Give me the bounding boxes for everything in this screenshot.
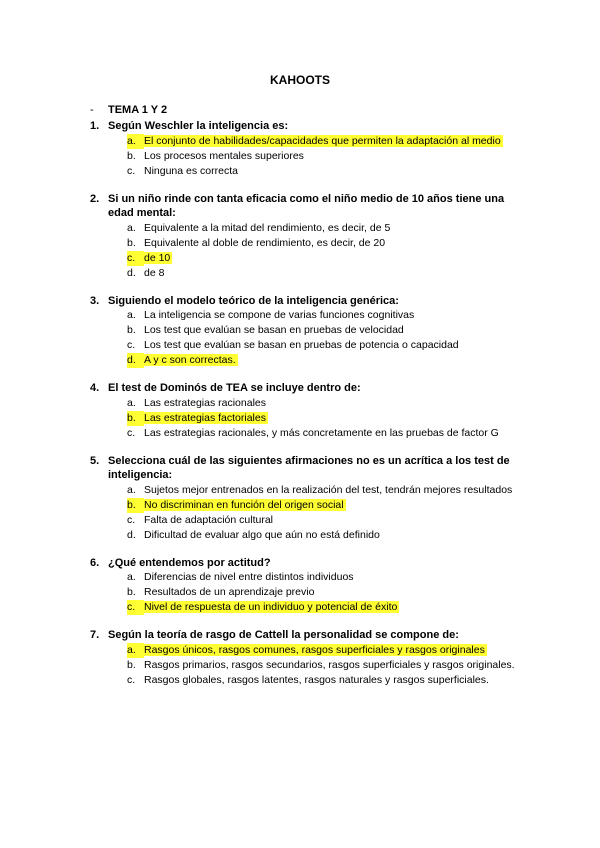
option-text-wrap — [144, 600, 530, 615]
question-text: Si un niño rinde con tanta eficacia como el niño medio de 10 años tiene una edad mental: — [108, 192, 505, 219]
option-text-wrap — [144, 164, 530, 179]
option-letter: d. — [127, 528, 136, 541]
option-text: de 8 — [144, 266, 165, 279]
option-text-wrap — [144, 411, 530, 426]
option-text: Nivel de respuesta de un individuo y potencial de éxito — [144, 601, 398, 613]
answer-option-correct — [127, 134, 530, 149]
option-text: Rasgos globales, rasgos latentes, rasgos naturales y rasgos superficiales. — [144, 673, 489, 686]
option-text: Los test que evalúan se basan en pruebas de potencia o capacidad — [144, 339, 459, 351]
answer-option — [127, 426, 530, 441]
option-text-wrap — [144, 353, 530, 368]
option-text: Las estrategias racionales, y más concretamente en las pruebas de factor G — [144, 426, 499, 439]
option-text-wrap — [144, 149, 530, 164]
question-number: 6. — [90, 556, 100, 569]
option-text: Ninguna es correcta — [144, 164, 238, 177]
question-heading — [90, 628, 530, 643]
option-text: Diferencias de nivel entre distintos individuos — [144, 571, 354, 583]
option-letter: c. — [127, 426, 136, 439]
question-text: Selecciona cuál de las siguientes afirmaciones no es un acrítica a los test de inteligencia: — [108, 454, 510, 481]
option-text: El conjunto de habilidades/capacidades que permiten la adaptación al medio — [144, 134, 501, 147]
question-number: 3. — [90, 294, 100, 307]
answer-options — [127, 308, 530, 368]
option-text: Las estrategias factoriales — [144, 411, 266, 424]
answer-option — [127, 221, 530, 236]
option-text-wrap — [144, 483, 530, 498]
answer-option-correct — [127, 411, 530, 426]
question-number: 2. — [90, 192, 100, 205]
option-text: Las estrategias racionales — [144, 396, 266, 409]
option-text: Resultados de un aprendizaje previo — [144, 586, 315, 598]
option-text: No discriminan en función del origen social — [144, 498, 344, 511]
answer-options — [127, 570, 530, 615]
option-letter: c. — [127, 673, 136, 686]
answer-option — [127, 308, 530, 323]
answer-option — [127, 570, 530, 585]
option-letter: b. — [127, 658, 136, 671]
option-text: Sujetos mejor entrenados en la realización del test, tendrán mejores resultados — [144, 483, 513, 496]
question-1 — [90, 119, 530, 179]
question-2 — [90, 192, 530, 281]
question-6 — [90, 556, 530, 616]
option-letter: b. — [127, 411, 144, 426]
question-heading — [90, 381, 530, 396]
question-list — [90, 119, 530, 701]
option-letter: a. — [127, 643, 144, 658]
question-3 — [90, 294, 530, 369]
topic-heading — [90, 104, 167, 116]
option-text-wrap — [144, 266, 530, 281]
option-letter: a. — [127, 396, 136, 409]
option-text-wrap — [144, 323, 530, 338]
option-letter: a. — [127, 134, 144, 149]
question-text: El test de Dominós de TEA se incluye dentro de: — [108, 382, 361, 394]
option-text-wrap — [144, 673, 530, 688]
option-text: Rasgos únicos, rasgos comunes, rasgos superficiales y rasgos originales — [144, 643, 485, 656]
option-text: Los procesos mentales superiores — [144, 149, 304, 162]
answer-option — [127, 673, 530, 688]
question-number: 5. — [90, 454, 100, 467]
answer-option — [127, 236, 530, 251]
option-text: A y c son correctas. — [144, 354, 236, 366]
topic-label: TEMA 1 Y 2 — [108, 104, 168, 116]
option-text-wrap — [144, 570, 530, 585]
option-text: La inteligencia se compone de varias funciones cognitivas — [144, 309, 415, 321]
answer-option — [127, 323, 530, 338]
option-text: Equivalente al doble de rendimiento, es decir, de 20 — [144, 236, 386, 249]
question-4 — [90, 381, 530, 441]
answer-option — [127, 338, 530, 353]
option-letter: b. — [127, 586, 136, 598]
question-text: Según la teoría de rasgo de Cattell la personalidad se compone de: — [108, 629, 459, 641]
option-letter: a. — [127, 483, 136, 496]
option-letter: b. — [127, 498, 144, 513]
answer-option — [127, 513, 530, 528]
option-letter: d. — [127, 266, 136, 279]
answer-option — [127, 528, 530, 543]
answer-option — [127, 585, 530, 600]
answer-option-correct — [127, 600, 530, 615]
question-5 — [90, 454, 530, 543]
page-title: KAHOOTS — [270, 73, 330, 87]
option-text: Los test que evalúan se basan en pruebas de velocidad — [144, 324, 404, 336]
option-text-wrap — [144, 658, 530, 673]
option-letter: c. — [127, 513, 136, 526]
option-text-wrap — [144, 236, 530, 251]
option-letter: c. — [127, 600, 144, 615]
answer-options — [127, 483, 530, 543]
option-letter: a. — [127, 221, 136, 234]
option-letter: c. — [127, 339, 136, 351]
question-text: ¿Qué entendemos por actitud? — [108, 556, 271, 569]
option-text-wrap — [144, 585, 530, 600]
question-heading — [90, 119, 530, 134]
option-text-wrap — [144, 338, 530, 353]
answer-option — [127, 164, 530, 179]
option-text: Dificultad de evaluar algo que aún no está definido — [144, 528, 380, 541]
option-text-wrap — [144, 251, 530, 266]
answer-option — [127, 266, 530, 281]
answer-options — [127, 643, 530, 688]
option-text-wrap — [144, 426, 530, 441]
option-text: Equivalente a la mitad del rendimiento, es decir, de 5 — [144, 221, 391, 234]
option-text: Rasgos primarios, rasgos secundarios, rasgos superficiales y rasgos originales. — [144, 658, 515, 671]
option-text-wrap — [144, 498, 530, 513]
question-text: Siguiendo el modelo teórico de la inteligencia genérica: — [108, 294, 399, 307]
question-number: 4. — [90, 382, 100, 394]
option-text-wrap — [144, 513, 530, 528]
topic-bullet: - — [90, 104, 94, 116]
answer-option-correct — [127, 251, 530, 266]
option-text-wrap — [144, 221, 530, 236]
option-letter: a. — [127, 309, 136, 321]
option-letter: c. — [127, 164, 136, 177]
question-text: Según Weschler la inteligencia es: — [108, 120, 289, 132]
option-text-wrap — [144, 396, 530, 411]
answer-options — [127, 396, 530, 441]
option-letter: b. — [127, 149, 136, 162]
option-letter: b. — [127, 236, 136, 249]
question-heading — [90, 192, 530, 221]
question-heading — [90, 556, 530, 571]
answer-options — [127, 134, 530, 179]
question-number: 1. — [90, 120, 100, 132]
answer-option-correct — [127, 353, 530, 368]
question-heading — [90, 454, 530, 483]
answer-option — [127, 149, 530, 164]
option-text-wrap — [144, 643, 530, 658]
answer-options — [127, 221, 530, 281]
question-heading — [90, 294, 530, 309]
question-7 — [90, 628, 530, 688]
option-letter: c. — [127, 251, 144, 266]
answer-option-correct — [127, 498, 530, 513]
option-text: Falta de adaptación cultural — [144, 513, 273, 526]
option-letter: a. — [127, 571, 136, 583]
answer-option — [127, 483, 530, 498]
option-text-wrap — [144, 528, 530, 543]
option-text: de 10 — [144, 251, 171, 264]
option-letter: d. — [127, 353, 144, 368]
question-number: 7. — [90, 629, 100, 641]
option-letter: b. — [127, 324, 136, 336]
option-text-wrap — [144, 134, 530, 149]
answer-option-correct — [127, 643, 530, 658]
option-text-wrap — [144, 308, 530, 323]
answer-option — [127, 396, 530, 411]
answer-option — [127, 658, 530, 673]
